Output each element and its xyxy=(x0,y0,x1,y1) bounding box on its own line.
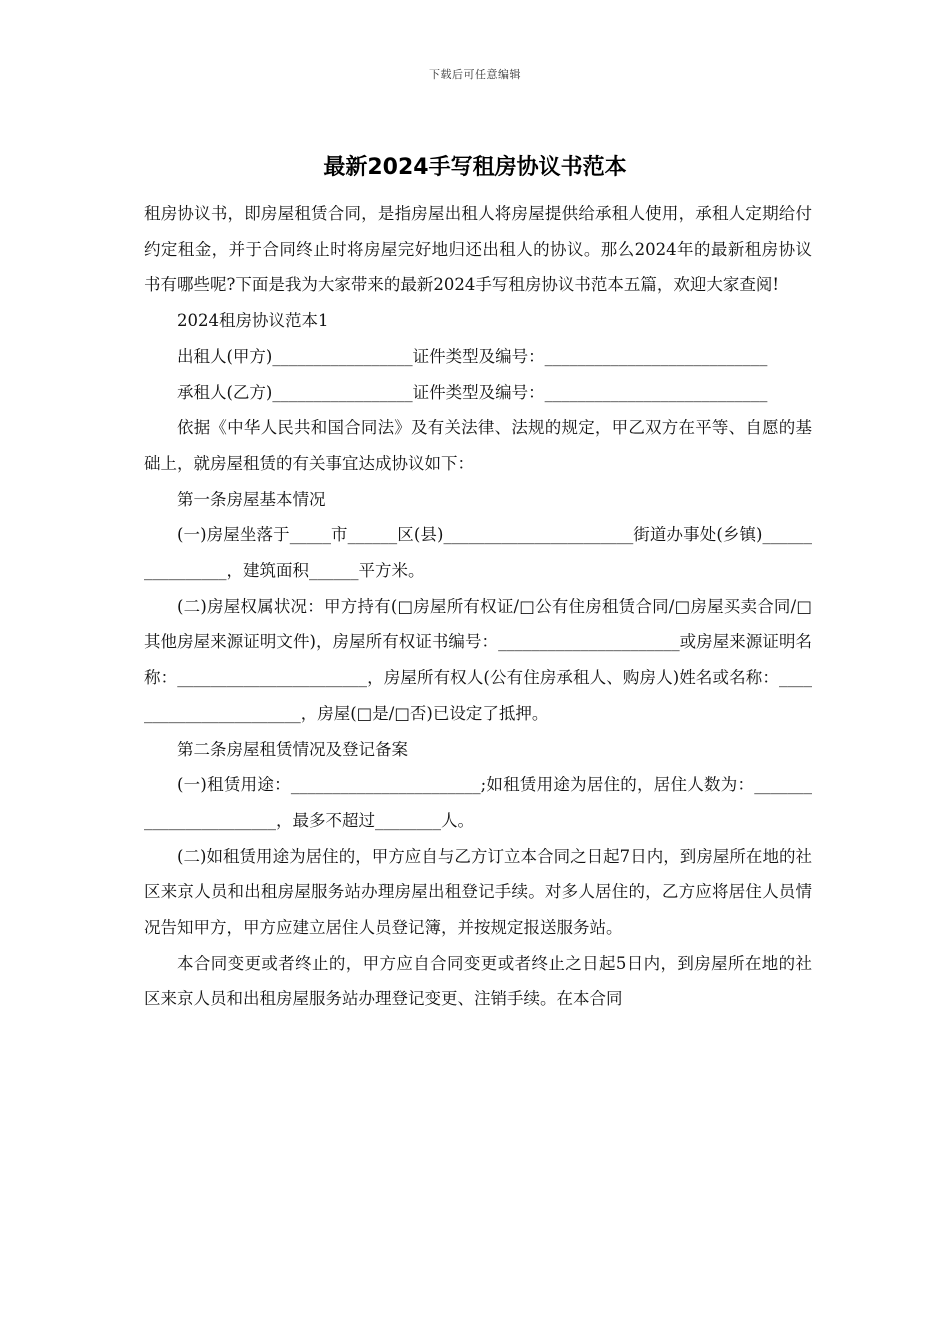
legal-basis-paragraph: 依据《中华人民共和国合同法》及有关法律、法规的规定，甲乙双方在平等、自愿的基础上，就房屋租赁的有关事宜达成协议如下： xyxy=(144,418,812,473)
lessee-line: 承租人(乙方)_________________证件类型及编号：___________________________ xyxy=(177,382,768,402)
article-1-clause-2: (二)房屋权属状况：甲方持有(□房屋所有权证/□公有住房租赁合同/□房屋买卖合同/□其他房屋来源证明文件)，房屋所有权证书编号：______________________或房屋来源证明名称：_______________________，房屋所有权人(公有住房承租人、购房人)姓名或名称：_______________________，房屋(□是/□否)已设定了抵押。 xyxy=(144,596,812,723)
document-title: 最新2024手写租房协议书范本 xyxy=(323,155,627,180)
lessor-line: 出租人(甲方)_________________证件类型及编号：___________________________ xyxy=(177,346,768,366)
article-1-heading: 第一条房屋基本情况 xyxy=(177,489,326,509)
section-heading-sample-1: 2024租房协议范本1 xyxy=(177,311,329,331)
article-1-clause-1: (一)房屋坐落于_____市______区(县)_______________________街道办事处(乡镇)________________，建筑面积______平方米。 xyxy=(144,525,812,581)
document-body xyxy=(144,196,812,1017)
article-2-clause-2: (二)如租赁用途为居住的，甲方应自与乙方订立本合同之日起7日内，到房屋所在地的社区来京人员和出租房屋服务站办理房屋出租登记手续。对多人居住的，乙方应将居住人员情况告知甲方，甲方应建立居住人员登记簿，并按规定报送服务站。 xyxy=(144,846,812,938)
article-2-clause-1: (一)租赁用途：_______________________;如租赁用途为居住的，居住人数为：_______________________，最多不超过________人。 xyxy=(144,775,812,830)
article-2-clause-3: 本合同变更或者终止的，甲方应自合同变更或者终止之日起5日内，到房屋所在地的社区来京人员和出租房屋服务站办理登记变更、注销手续。在本合同 xyxy=(144,953,812,1009)
article-2-heading: 第二条房屋租赁情况及登记备案 xyxy=(177,739,408,759)
intro-paragraph: 租房协议书，即房屋租赁合同，是指房屋出租人将房屋提供给承租人使用，承租人定期给付约定租金，并于合同终止时将房屋完好地归还出租人的协议。那么2024年的最新租房协议书有哪些呢?下面是我为大家带来的最新2024手写租房协议书范本五篇，欢迎大家查阅! xyxy=(144,204,812,295)
header-note: 下载后可任意编辑 xyxy=(429,68,521,81)
